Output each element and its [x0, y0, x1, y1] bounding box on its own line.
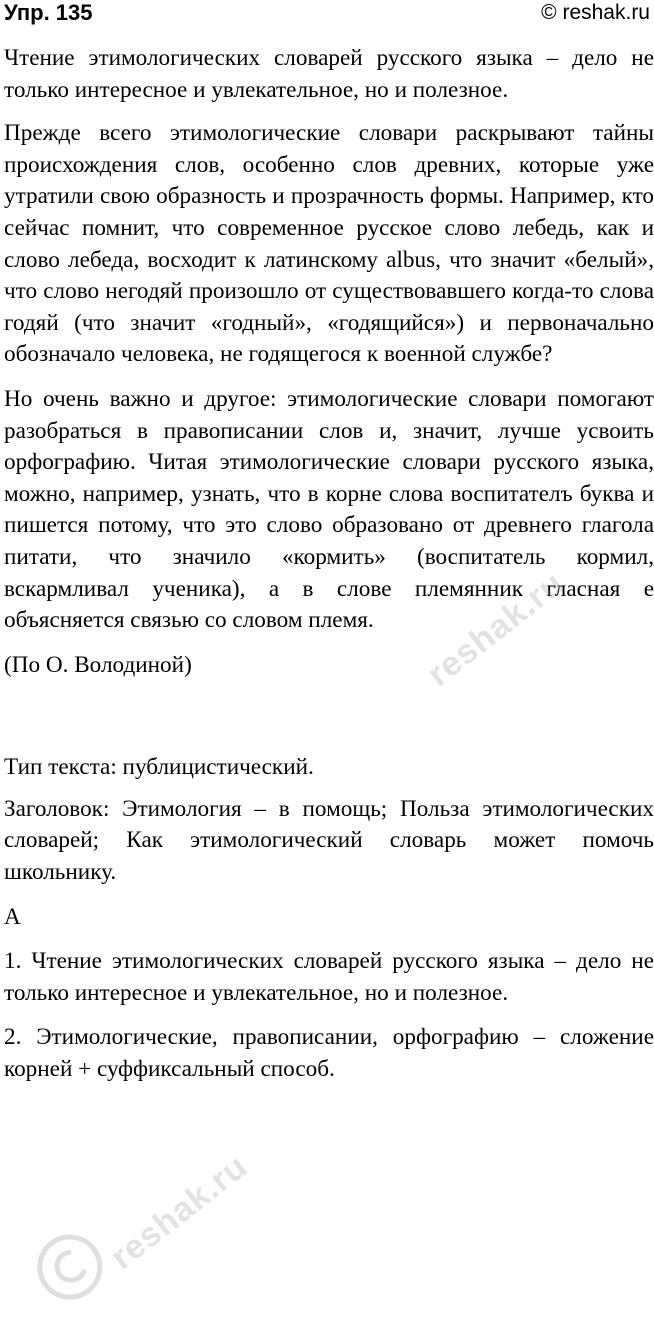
source-attribution: (По О. Володиной) — [4, 651, 192, 678]
answer-item-1: 1. Чтение этимологических словарей русского языка – дело не только интересное и увлекательное, но и полезное. — [4, 948, 654, 1006]
paragraph-etymology: Прежде всего этимологические словари раскрывают тайны происхождения слов, особенно слов древних, которые уже утратили свою образность и прозрачность формы. Например, кто сейчас помнит, что современное русское слово лебедь, как и слово лебеда, восходит к латинскому albus, что значит «белый», что слово негодяй произошло от существовавшего когда-то слова годяй (что значит «годный», «годящийся») и первоначально обозначало человека, не годящегося к военной службе? — [4, 120, 654, 368]
text-type-line: Тип текста: публицистический. — [4, 754, 314, 781]
answer-item-2: 2. Этимологические, правописании, орфографию – сложение корней + суффиксальный способ. — [4, 1024, 654, 1083]
copyright-circle-icon — [21, 1218, 119, 1316]
paragraph-orthography: Но очень важно и другое: этимологические словари помогают разобраться в правописании слов и, значит, лучше усвоить орфографию. Читая этимологические словари русского языка, можно, например, узнать, что в корне слова воспитателъ буква и пишется потому, что это слово образовано от древнего глагола питати, что значило «кормить» (воспитатель кормил, вскармливал ученика), а в слове племянник гласная е объясняется связью со словом племя. — [4, 385, 654, 634]
site-copyright: © reshak.ru — [541, 1, 650, 24]
title-options-line: Заголовок: Этимология – в помощь; Польза этимологических словарей; Как этимологический словарь может помочь школьнику. — [4, 795, 654, 886]
spacer — [4, 694, 654, 752]
page-header — [0, 0, 654, 30]
watermark-bottom — [21, 1116, 256, 1323]
paragraph-intro: Чтение этимологических словарей русского языка – дело не только интересное и увлекательное, но и полезное. — [4, 45, 654, 103]
section-letter: А — [4, 903, 21, 930]
watermark-text: reshak.ru — [420, 564, 572, 694]
watermark-text: reshak.ru — [103, 1147, 255, 1277]
document-body — [4, 43, 654, 1099]
exercise-number: Упр. 135 — [4, 0, 93, 25]
